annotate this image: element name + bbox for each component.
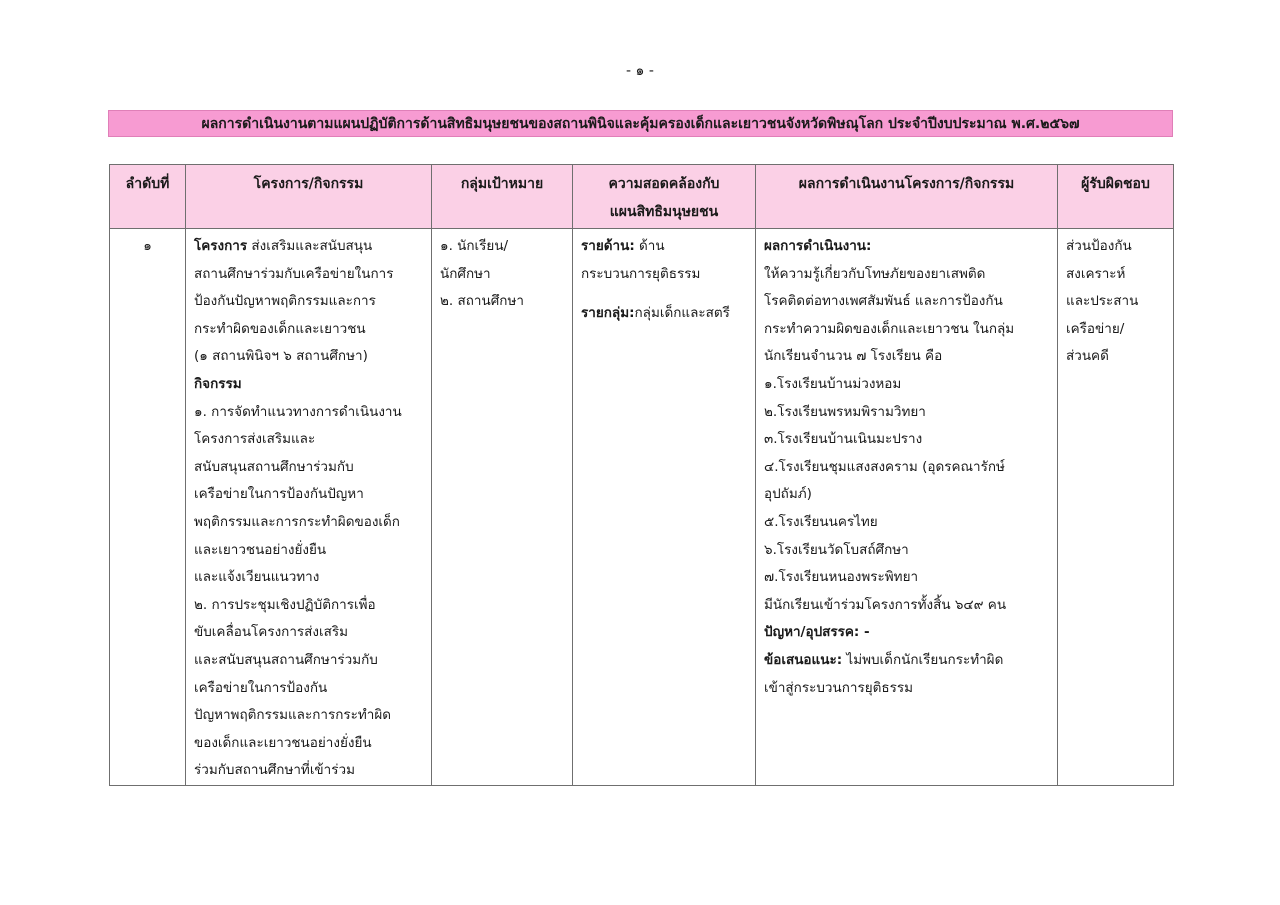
- suggestion-label: ข้อเสนอแนะ:: [764, 651, 843, 668]
- activity-label: กิจกรรม: [194, 375, 242, 392]
- header-alignment-line1: ความสอดคล้องกับ: [608, 176, 720, 192]
- target-line: นักศึกษา: [440, 265, 491, 282]
- activity-line: เครือข่ายในการป้องกันปัญหา: [194, 486, 364, 503]
- alignment-group: [581, 300, 747, 328]
- header-alignment-line2: แผนสิทธิมนุษยชน: [609, 203, 719, 220]
- target-line: ๒. สถานศึกษา: [440, 293, 524, 310]
- activity-line: ขับเคลื่อนโครงการส่งเสริม: [194, 624, 349, 641]
- activity-line: และแจ้งเวียนแนวทาง: [194, 569, 320, 586]
- results-line: โรคติดต่อทางเพศสัมพันธ์ และการป้องกัน: [764, 293, 1003, 310]
- responsible-line: ส่วนคดี: [1066, 348, 1109, 365]
- activity-line: ปัญหาพฤติกรรมและการกระทำผิด: [194, 707, 392, 724]
- aspect-value-line2: กระบวนการยุติธรรม: [581, 265, 701, 282]
- group-label: รายกลุ่ม:: [581, 305, 635, 322]
- table-header-row: [110, 165, 1174, 229]
- responsible-line: ส่วนป้องกัน: [1066, 238, 1132, 254]
- activity-line: เครือข่ายในการป้องกัน: [194, 679, 328, 696]
- school-item: ๖.โรงเรียนวัดโบสถ์ศึกษา: [764, 541, 909, 558]
- project-label: โครงการ: [194, 238, 248, 254]
- activity-line: สนับสนุนสถานศึกษาร่วมกับ: [194, 458, 354, 475]
- project-title-line5: (๑ สถานพินิจฯ ๖ สถานศึกษา): [194, 348, 368, 365]
- project-text: ส่งเสริมและสนับสนุน: [247, 238, 373, 254]
- activity-line: พฤติกรรมและการกระทำผิดของเด็ก: [194, 513, 400, 530]
- project-title-line4: กระทำผิดของเด็กและเยาวชน: [194, 320, 366, 337]
- school-item: ๕.โรงเรียนนครไทย: [764, 513, 878, 530]
- activity-line: ร่วมกับสถานศึกษาที่เข้าร่วม: [194, 762, 355, 779]
- cell-target: [432, 229, 573, 786]
- project-title-line1: [194, 233, 423, 261]
- row-number: ๑: [143, 238, 152, 254]
- group-value: กลุ่มเด็กและสตรี: [634, 305, 730, 322]
- results-label: ผลการดำเนินงาน:: [764, 238, 872, 254]
- aspect-label: รายด้าน:: [581, 238, 635, 254]
- school-item: ๗.โรงเรียนหนองพระพิทยา: [764, 569, 919, 586]
- header-results: ผลการดำเนินงานโครงการ/กิจกรรม: [756, 165, 1058, 229]
- school-item: ๑.โรงเรียนบ้านม่วงหอม: [764, 375, 902, 392]
- report-title: ผลการดำเนินงานตามแผนปฏิบัติการด้านสิทธิมนุษยชนของสถานพินิจและคุ้มครองเด็กและเยาวชนจังหวัดพิษณุโลก ประจำปีงบประมาณ พ.ศ.๒๕๖๗: [108, 110, 1173, 137]
- project-title-line2: สถานศึกษาร่วมกับเครือข่ายในการ: [194, 265, 394, 282]
- responsible-line: เครือข่าย/: [1066, 320, 1125, 337]
- participants-total: มีนักเรียนเข้าร่วมโครงการทั้งสิ้น ๖๔๙ คน: [764, 596, 1007, 613]
- project-title-line3: ป้องกันปัญหาพฤติกรรมและการ: [194, 293, 376, 310]
- target-line: ๑. นักเรียน/: [440, 238, 509, 254]
- header-project: โครงการ/กิจกรรม: [186, 165, 432, 229]
- activity-line: และเยาวชนอย่างยั่งยืน: [194, 541, 327, 558]
- cell-responsible: [1058, 229, 1174, 786]
- results-line: กระทำความผิดของเด็กและเยาวชน ในกลุ่ม: [764, 320, 1015, 337]
- cell-no: [110, 229, 186, 786]
- header-no: ลำดับที่: [110, 165, 186, 229]
- results-line: ให้ความรู้เกี่ยวกับโทษภัยของยาเสพติด: [764, 265, 986, 282]
- activity-line: และสนับสนุนสถานศึกษาร่วมกับ: [194, 651, 378, 668]
- activity-line: ๒. การประชุมเชิงปฏิบัติการเพื่อ: [194, 596, 376, 613]
- school-item: ๓.โรงเรียนบ้านเนินมะปราง: [764, 431, 923, 448]
- cell-results: [756, 229, 1058, 786]
- suggestion-line1: [764, 647, 1049, 675]
- results-table: [109, 164, 1174, 786]
- cell-project: [186, 229, 432, 786]
- suggestion-text: ไม่พบเด็กนักเรียนกระทำผิด: [842, 651, 1004, 668]
- activity-line: ๑. การจัดทำแนวทางการดำเนินงาน: [194, 403, 402, 420]
- header-alignment: [573, 165, 756, 229]
- responsible-line: และประสาน: [1066, 293, 1139, 310]
- school-item: ๔.โรงเรียนชุมแสงสงคราม (อุดรคณารักษ์: [764, 458, 1005, 475]
- header-target: กลุ่มเป้าหมาย: [432, 165, 573, 229]
- activity-line: โครงการส่งเสริมและ: [194, 431, 316, 448]
- header-responsible: ผู้รับผิดชอบ: [1058, 165, 1174, 229]
- alignment-aspect: [581, 233, 747, 261]
- problem-label: ปัญหา/อุปสรรค: -: [764, 624, 870, 641]
- responsible-line: สงเคราะห์: [1066, 265, 1126, 282]
- cell-alignment: [573, 229, 756, 786]
- results-line: นักเรียนจำนวน ๗ โรงเรียน คือ: [764, 348, 943, 365]
- school-item: ๒.โรงเรียนพรหมพิรามวิทยา: [764, 403, 926, 420]
- table-row: [110, 229, 1174, 786]
- aspect-value: ด้าน: [634, 238, 665, 254]
- suggestion-line2: เข้าสู่กระบวนการยุติธรรม: [764, 679, 914, 696]
- school-item: อุปถัมภ์): [764, 486, 812, 503]
- spacer: [581, 288, 747, 300]
- page-number: - ๑ -: [626, 63, 654, 79]
- activity-line: ของเด็กและเยาวชนอย่างยั่งยืน: [194, 734, 372, 751]
